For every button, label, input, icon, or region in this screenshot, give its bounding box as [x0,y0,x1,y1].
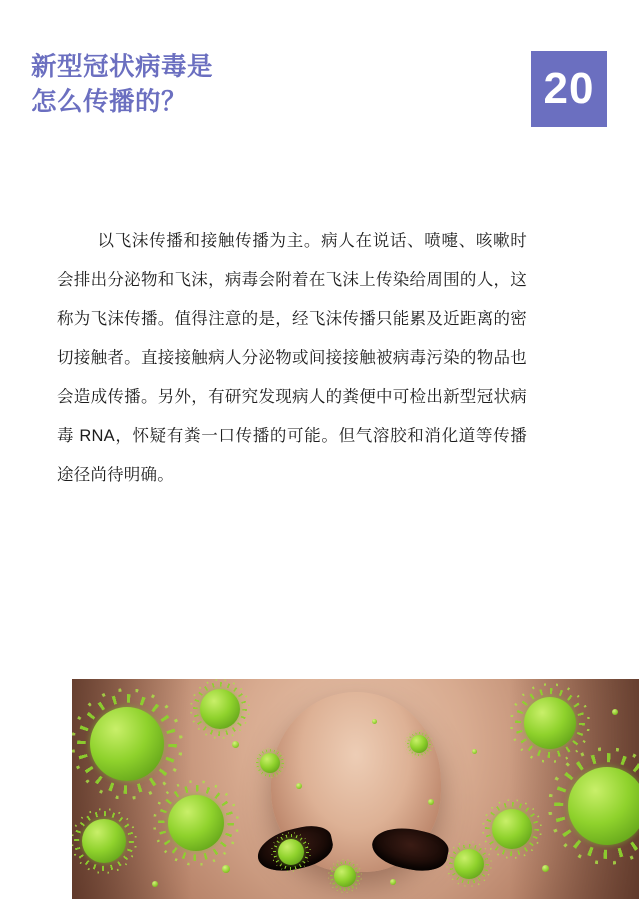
page-title-line-1: 新型冠状病毒是 [31,53,214,81]
page-title [31,50,451,120]
virus-particle [568,767,639,845]
virus-dot [428,799,434,805]
virus-dot [152,881,158,887]
virus-particle [410,735,428,753]
virus-dot [232,741,239,748]
virus-particle [82,819,126,863]
virus-dot [390,879,396,885]
virus-particle [260,753,280,773]
nose-with-coronavirus-photo [72,679,639,899]
virus-particle [278,839,304,865]
virus-dot [222,865,230,873]
virus-particle [200,689,240,729]
body-paragraph [57,222,527,495]
page-title-line-2: 怎么传播的？ [31,88,188,116]
virus-particle [454,849,484,879]
virus-particle [168,795,224,851]
section-number-badge: 20 [531,51,607,127]
virus-dot [542,865,549,872]
virus-particle [492,809,532,849]
virus-dot [612,709,618,715]
virus-dot [296,783,302,789]
page-header [0,48,640,148]
virus-dot [372,719,377,724]
virus-particle [90,707,164,781]
paragraph-text: 以飞沫传播和接触传播为主。病人在说话、喷嚏、咳嗽时会排出分泌物和飞沫，病毒会附着在飞沫上传染给周围的人，这称为飞沫传播。值得注意的是，经飞沫传播只能累及近距离的密切接触者。直接接触病人分泌物或间接接触被病毒污染的物品也会造成传播。另外，有研究发现病人的粪便中可检出新型冠状病毒 RNA，怀疑有粪一口传播的可能。但气溶胶和消化道等传播途径尚待明确。 [57,232,527,484]
virus-dot [472,749,477,754]
virus-particle [524,697,576,749]
virus-particle [334,865,356,887]
